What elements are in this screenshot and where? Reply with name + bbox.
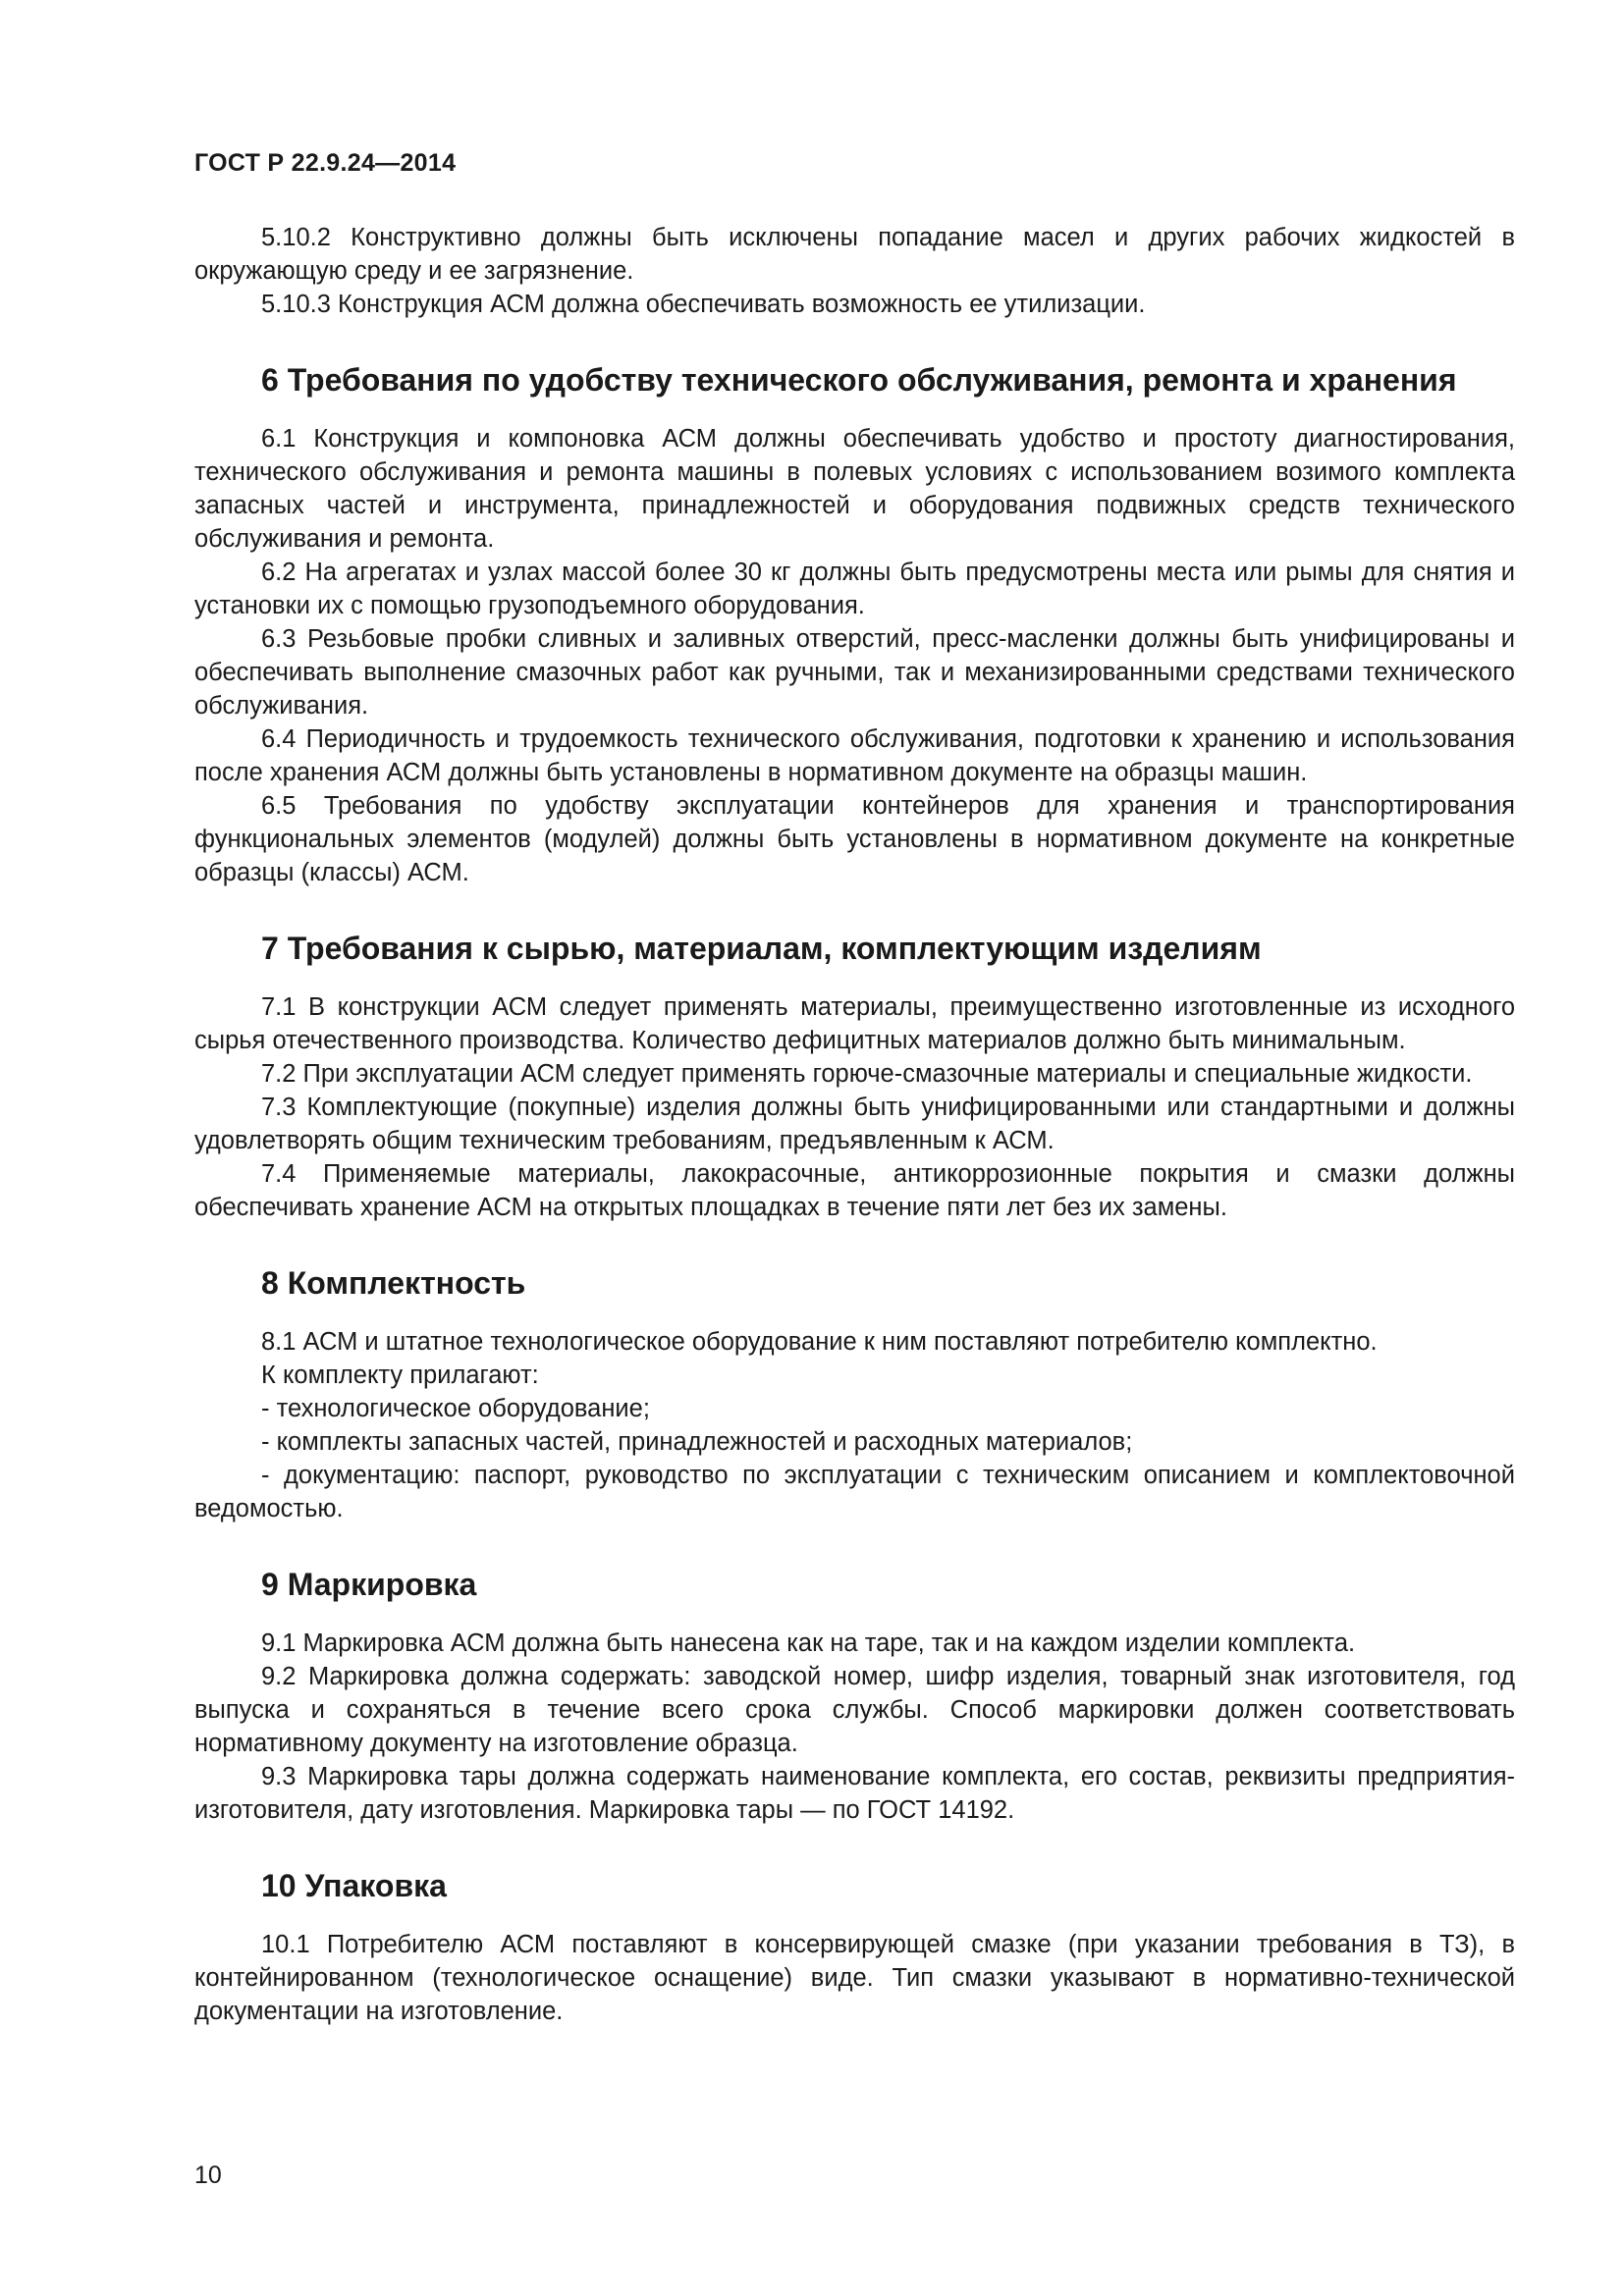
clause-6-3: 6.3 Резьбовые пробки сливных и заливных отверстий, пресс-масленки должны быть унифицированы и обеспечивать выполнение смазочных работ как ручными, так и механизированными средствами технического обслуживания. xyxy=(194,625,1515,720)
section-8-heading: 8 Комплектность xyxy=(261,1265,526,1301)
section-9-heading: 9 Маркировка xyxy=(261,1567,477,1602)
clause-5-10-3: 5.10.3 Конструкция АСМ должна обеспечивать возможность ее утилизации. xyxy=(261,291,1146,318)
page-number: 10 xyxy=(194,2162,222,2189)
clause-6-1: 6.1 Конструкция и компоновка АСМ должны обеспечивать удобство и простоту диагностирования, технического обслуживания и ремонта машины в полевых условиях с использованием возимого комплекта запасных частей и инструмента, принадлежностей и оборудования подвижных средств технического обслуживания и ремонта. xyxy=(194,425,1515,553)
clause-9-1: 9.1 Маркировка АСМ должна быть нанесена как на таре, так и на каждом изделии комплекта. xyxy=(261,1629,1356,1657)
section-7-heading: 7 Требования к сырью, материалам, комплектующим изделиям xyxy=(261,931,1262,966)
list-item: - комплекты запасных частей, принадлежностей и расходных материалов; xyxy=(261,1428,1133,1456)
list-item: - технологическое оборудование; xyxy=(261,1395,650,1422)
clause-7-4: 7.4 Применяемые материалы, лакокрасочные, антикоррозионные покрытия и смазки должны обеспечивать хранение АСМ на открытых площадках в течение пяти лет без их замены. xyxy=(194,1160,1515,1221)
clause-9-2: 9.2 Маркировка должна содержать: заводской номер, шифр изделия, товарный знак изготовителя, год выпуска и сохраняться в течение всего срока службы. Способ маркировки должен соответствовать нормативному документу на изготовление образца. xyxy=(194,1663,1515,1757)
section-6-heading: 6 Требования по удобству технического обслуживания, ремонта и хранения xyxy=(261,362,1457,398)
clause-5-10-2: 5.10.2 Конструктивно должны быть исключены попадание масел и других рабочих жидкостей в окружающую среду и ее загрязнение. xyxy=(194,224,1515,285)
page-content xyxy=(194,221,1515,2028)
clause-7-2: 7.2 При эксплуатации АСМ следует применять горюче-смазочные материалы и специальные жидкости. xyxy=(261,1060,1473,1088)
list-item: - документацию: паспорт, руководство по эксплуатации с техническим описанием и комплектовочной ведомостью. xyxy=(194,1462,1515,1522)
clause-6-4: 6.4 Периодичность и трудоемкость технического обслуживания, подготовки к хранению и использования после хранения АСМ должны быть установлены в нормативном документе на образцы машин. xyxy=(194,725,1515,786)
clause-7-3: 7.3 Комплектующие (покупные) изделия должны быть унифицированными или стандартными и должны удовлетворять общим техническим требованиям, предъявленным к АСМ. xyxy=(194,1094,1515,1154)
clause-8-1: 8.1 АСМ и штатное технологическое оборудование к ним поставляют потребителю комплектно. xyxy=(261,1328,1378,1356)
clause-9-3: 9.3 Маркировка тары должна содержать наименование комплекта, его состав, реквизиты предприятия-изготовителя, дату изготовления. Маркировка тары — по ГОСТ 14192. xyxy=(194,1763,1515,1824)
clause-6-5: 6.5 Требования по удобству эксплуатации контейнеров для хранения и транспортирования функциональных элементов (модулей) должны быть установлены в нормативном документе на конкретные образцы (классы) АСМ. xyxy=(194,792,1515,886)
section-10-heading: 10 Упаковка xyxy=(261,1868,447,1903)
clause-7-1: 7.1 В конструкции АСМ следует применять материалы, преимущественно изготовленные из исходного сырья отечественного производства. Количество дефицитных материалов должно быть минимальным. xyxy=(194,993,1515,1054)
list-intro: К комплекту прилагают: xyxy=(261,1362,539,1389)
document-header: ГОСТ Р 22.9.24—2014 xyxy=(194,149,457,177)
clause-6-2: 6.2 На агрегатах и узлах массой более 30 кг должны быть предусмотрены места или рымы для снятия и установки их с помощью грузоподъемного оборудования. xyxy=(194,559,1515,619)
clause-10-1: 10.1 Потребителю АСМ поставляют в консервирующей смазке (при указании требования в ТЗ), в контейнированном (технологическое оснащение) виде. Тип смазки указывают в нормативно-технической документации на изготовление. xyxy=(194,1931,1515,2025)
